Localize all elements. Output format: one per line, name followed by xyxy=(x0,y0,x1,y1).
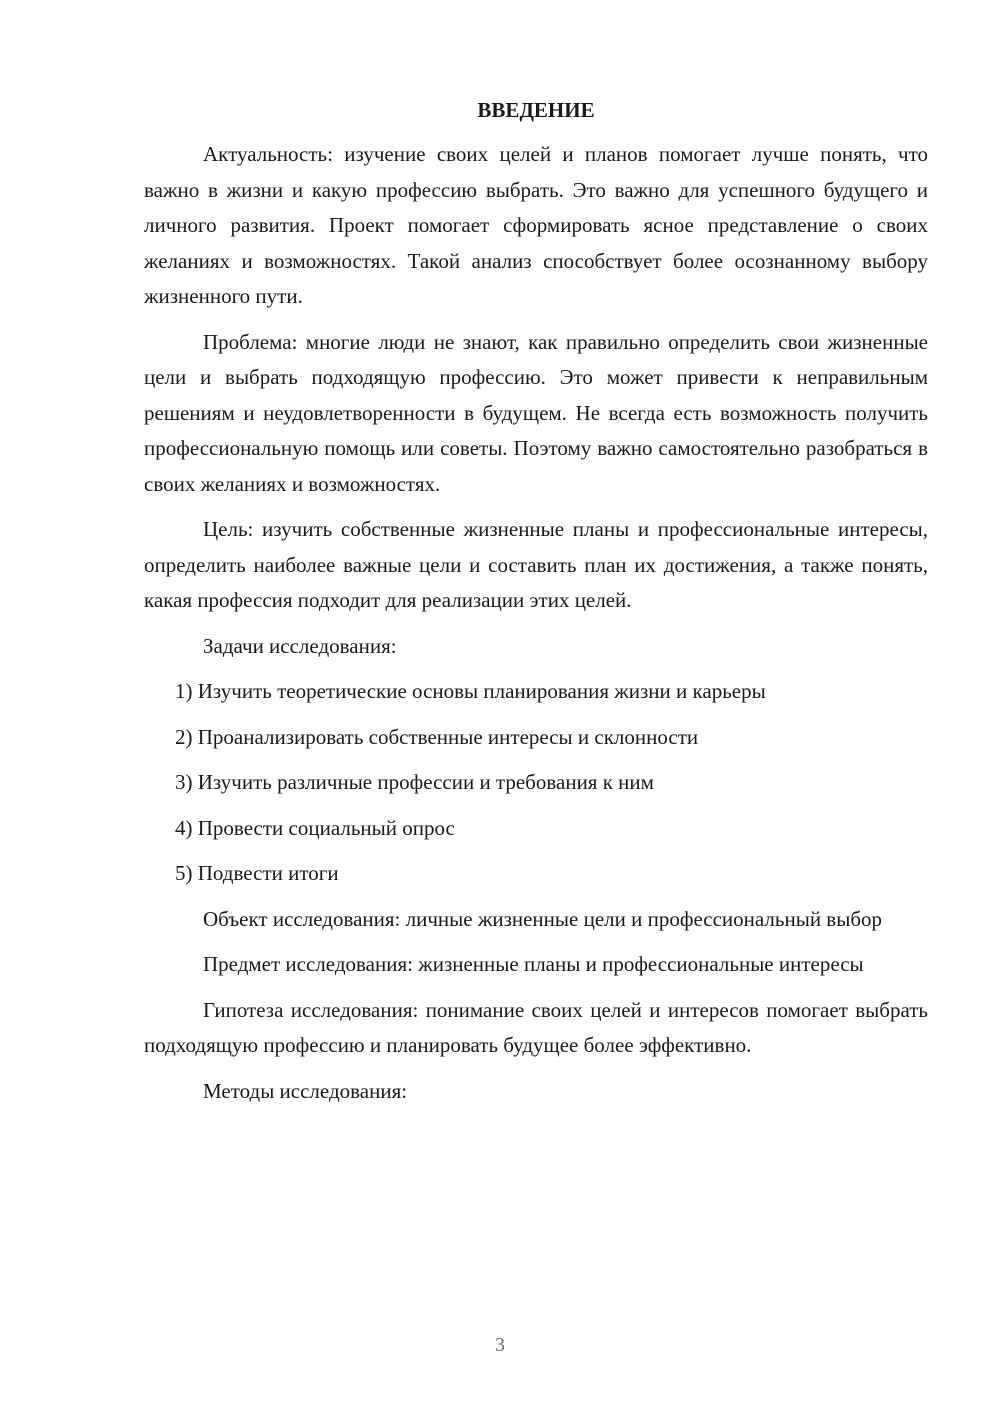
section-heading: ВВЕДЕНИЕ xyxy=(477,98,595,122)
page-number: 3 xyxy=(495,1334,505,1356)
object-paragraph: Объект исследования: личные жизненные цели и профессиональный выбор xyxy=(203,906,883,931)
goal-paragraph: Цель: изучить собственные жизненные планы и профессиональные интересы, определить наиболее важные цели и составить план их достижения, а также понять, какая профессия подходит для реализации этих целей. xyxy=(144,517,928,612)
list-item: 2) Проанализировать собственные интересы и склонности xyxy=(175,724,699,749)
tasks-label: Задачи исследования: xyxy=(203,633,397,658)
list-item: 5) Подвести итоги xyxy=(175,861,339,885)
tasks-list xyxy=(144,674,928,892)
list-item: 3) Изучить различные профессии и требования к ним xyxy=(175,770,654,794)
hypothesis-paragraph: Гипотеза исследования: понимание своих целей и интересов помогает выбрать подходящую профессию и планировать будущее более эффективно. xyxy=(144,997,928,1057)
document-page xyxy=(144,92,928,1109)
list-item: 1) Изучить теоретические основы планирования жизни и карьеры xyxy=(175,679,766,703)
methods-label: Методы исследования: xyxy=(203,1078,408,1103)
problem-paragraph: Проблема: многие люди не знают, как правильно определить свои жизненные цели и выбрать подходящую профессию. Это может привести к неправильным решениям и неудовлетворенности в будущем. Не всегда есть возможность получить профессиональную помощь или советы. Поэтому важно самостоятельно разобраться в своих желаниях и возможностях. xyxy=(144,329,928,496)
relevance-paragraph: Актуальность: изучение своих целей и планов помогает лучше понять, что важно в жизни и какую профессию выбрать. Это важно для успешного будущего и личного развития. Проект помогает сформировать ясное представление о своих желаниях и возможностях. Такой анализ способствует более осознанному выбору жизненного пути. xyxy=(144,142,928,308)
subject-paragraph: Предмет исследования: жизненные планы и профессиональные интересы xyxy=(203,952,864,976)
list-item: 4) Провести социальный опрос xyxy=(175,815,455,840)
